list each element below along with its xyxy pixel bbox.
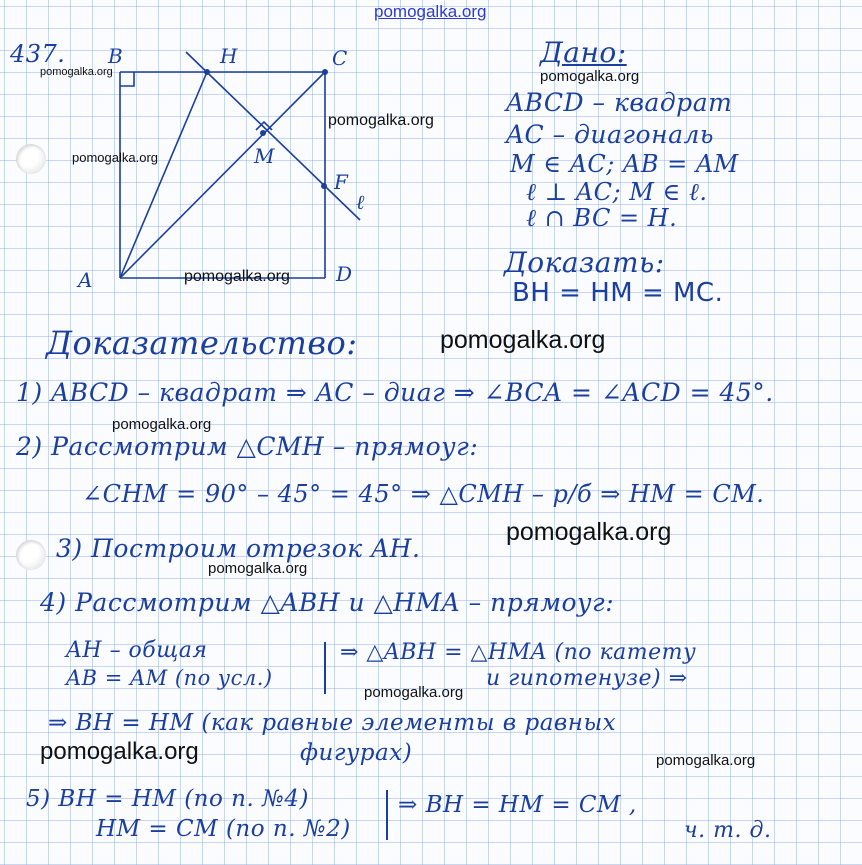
- proof-step-4a-line2: AB = AM (по усл.): [66, 666, 273, 690]
- right-angle-b: [120, 72, 134, 86]
- watermark-6: pomogalka.org: [440, 326, 606, 354]
- proof-title: Доказательство:: [46, 324, 358, 362]
- label-m: M: [254, 144, 275, 168]
- proof-step-4c-line1: ⇒ BH = HM (как равные элементы в равных: [48, 710, 617, 736]
- proof-step-4-brace: [324, 642, 326, 694]
- label-b: B: [108, 44, 123, 68]
- given-line-4: ℓ ⊥ AC; M ∈ ℓ.: [526, 178, 708, 206]
- proof-step-5-conclusion: ⇒ BH = HM = CM ,: [398, 792, 637, 818]
- label-d: D: [336, 262, 353, 286]
- proof-step-4: 4) Рассмотрим △ABH и △HMA – прямоуг:: [40, 588, 615, 617]
- proof-step-5-line1: 5) BH = HM (по п. №4): [26, 786, 309, 812]
- point-f: [321, 183, 327, 189]
- proof-step-1: 1) ABCD – квадрат ⇒ AC – диаг ⇒ ∠BCA = ∠ACD = 45°.: [16, 378, 774, 407]
- qed: ч. т. д.: [684, 818, 772, 843]
- watermark-4: pomogalka.org: [72, 150, 158, 165]
- given-line-3: M ∈ AC; AB = AM: [510, 150, 739, 178]
- given-title: Дано:: [540, 36, 627, 69]
- problem-number: 437.: [10, 40, 66, 68]
- watermark-5: pomogalka.org: [184, 268, 290, 285]
- watermark-8: pomogalka.org: [506, 518, 672, 546]
- diagonal-ac: [120, 72, 325, 278]
- proof-step-4a-line1: AH – общая: [66, 638, 208, 663]
- line-l: [186, 52, 360, 220]
- proof-step-5-brace: [386, 790, 388, 840]
- watermark-12: pomogalka.org: [656, 752, 756, 769]
- prove-title: Доказать:: [504, 246, 665, 279]
- point-m: [260, 130, 266, 136]
- proof-step-3: 3) Построим отрезок AH.: [56, 534, 421, 563]
- watermark-2: pomogalka.org: [540, 68, 640, 85]
- point-h: [204, 69, 210, 75]
- given-line-1: ABCD – квадрат: [506, 88, 733, 117]
- watermark-top[interactable]: pomogalka.org: [374, 2, 487, 21]
- given-line-5: ℓ ∩ BC = H.: [526, 204, 678, 232]
- point-c: [322, 69, 328, 75]
- label-f: F: [334, 170, 348, 194]
- proof-step-2b: ∠CHM = 90° – 45° = 45° ⇒ △CMH – р/б ⇒ HM = CM.: [82, 480, 765, 508]
- proof-step-4c-line2: фигурах): [300, 740, 413, 766]
- label-c: C: [332, 46, 348, 70]
- segment-ah: [120, 72, 207, 278]
- watermark-11: pomogalka.org: [40, 738, 199, 765]
- watermark-7: pomogalka.org: [112, 416, 212, 433]
- watermark-3: pomogalka.org: [328, 112, 434, 129]
- prove-statement: BH = HM = MC.: [512, 278, 724, 308]
- watermark-10: pomogalka.org: [364, 684, 464, 701]
- proof-step-2: 2) Рассмотрим △CMH – прямоуг:: [16, 432, 479, 461]
- proof-step-4b-line2: и гипотенузе) ⇒: [486, 666, 688, 691]
- given-line-2: AC – диагональ: [506, 120, 715, 149]
- proof-step-4b-line1: ⇒ △ABH = △HMA (по катету: [340, 640, 697, 665]
- label-h: H: [220, 44, 238, 68]
- watermark-1: pomogalka.org: [40, 66, 113, 78]
- watermark-9: pomogalka.org: [208, 560, 308, 577]
- proof-step-5-line2: HM = CM (по п. №2): [96, 816, 351, 842]
- label-a: A: [78, 268, 93, 292]
- label-l: ℓ: [356, 190, 365, 214]
